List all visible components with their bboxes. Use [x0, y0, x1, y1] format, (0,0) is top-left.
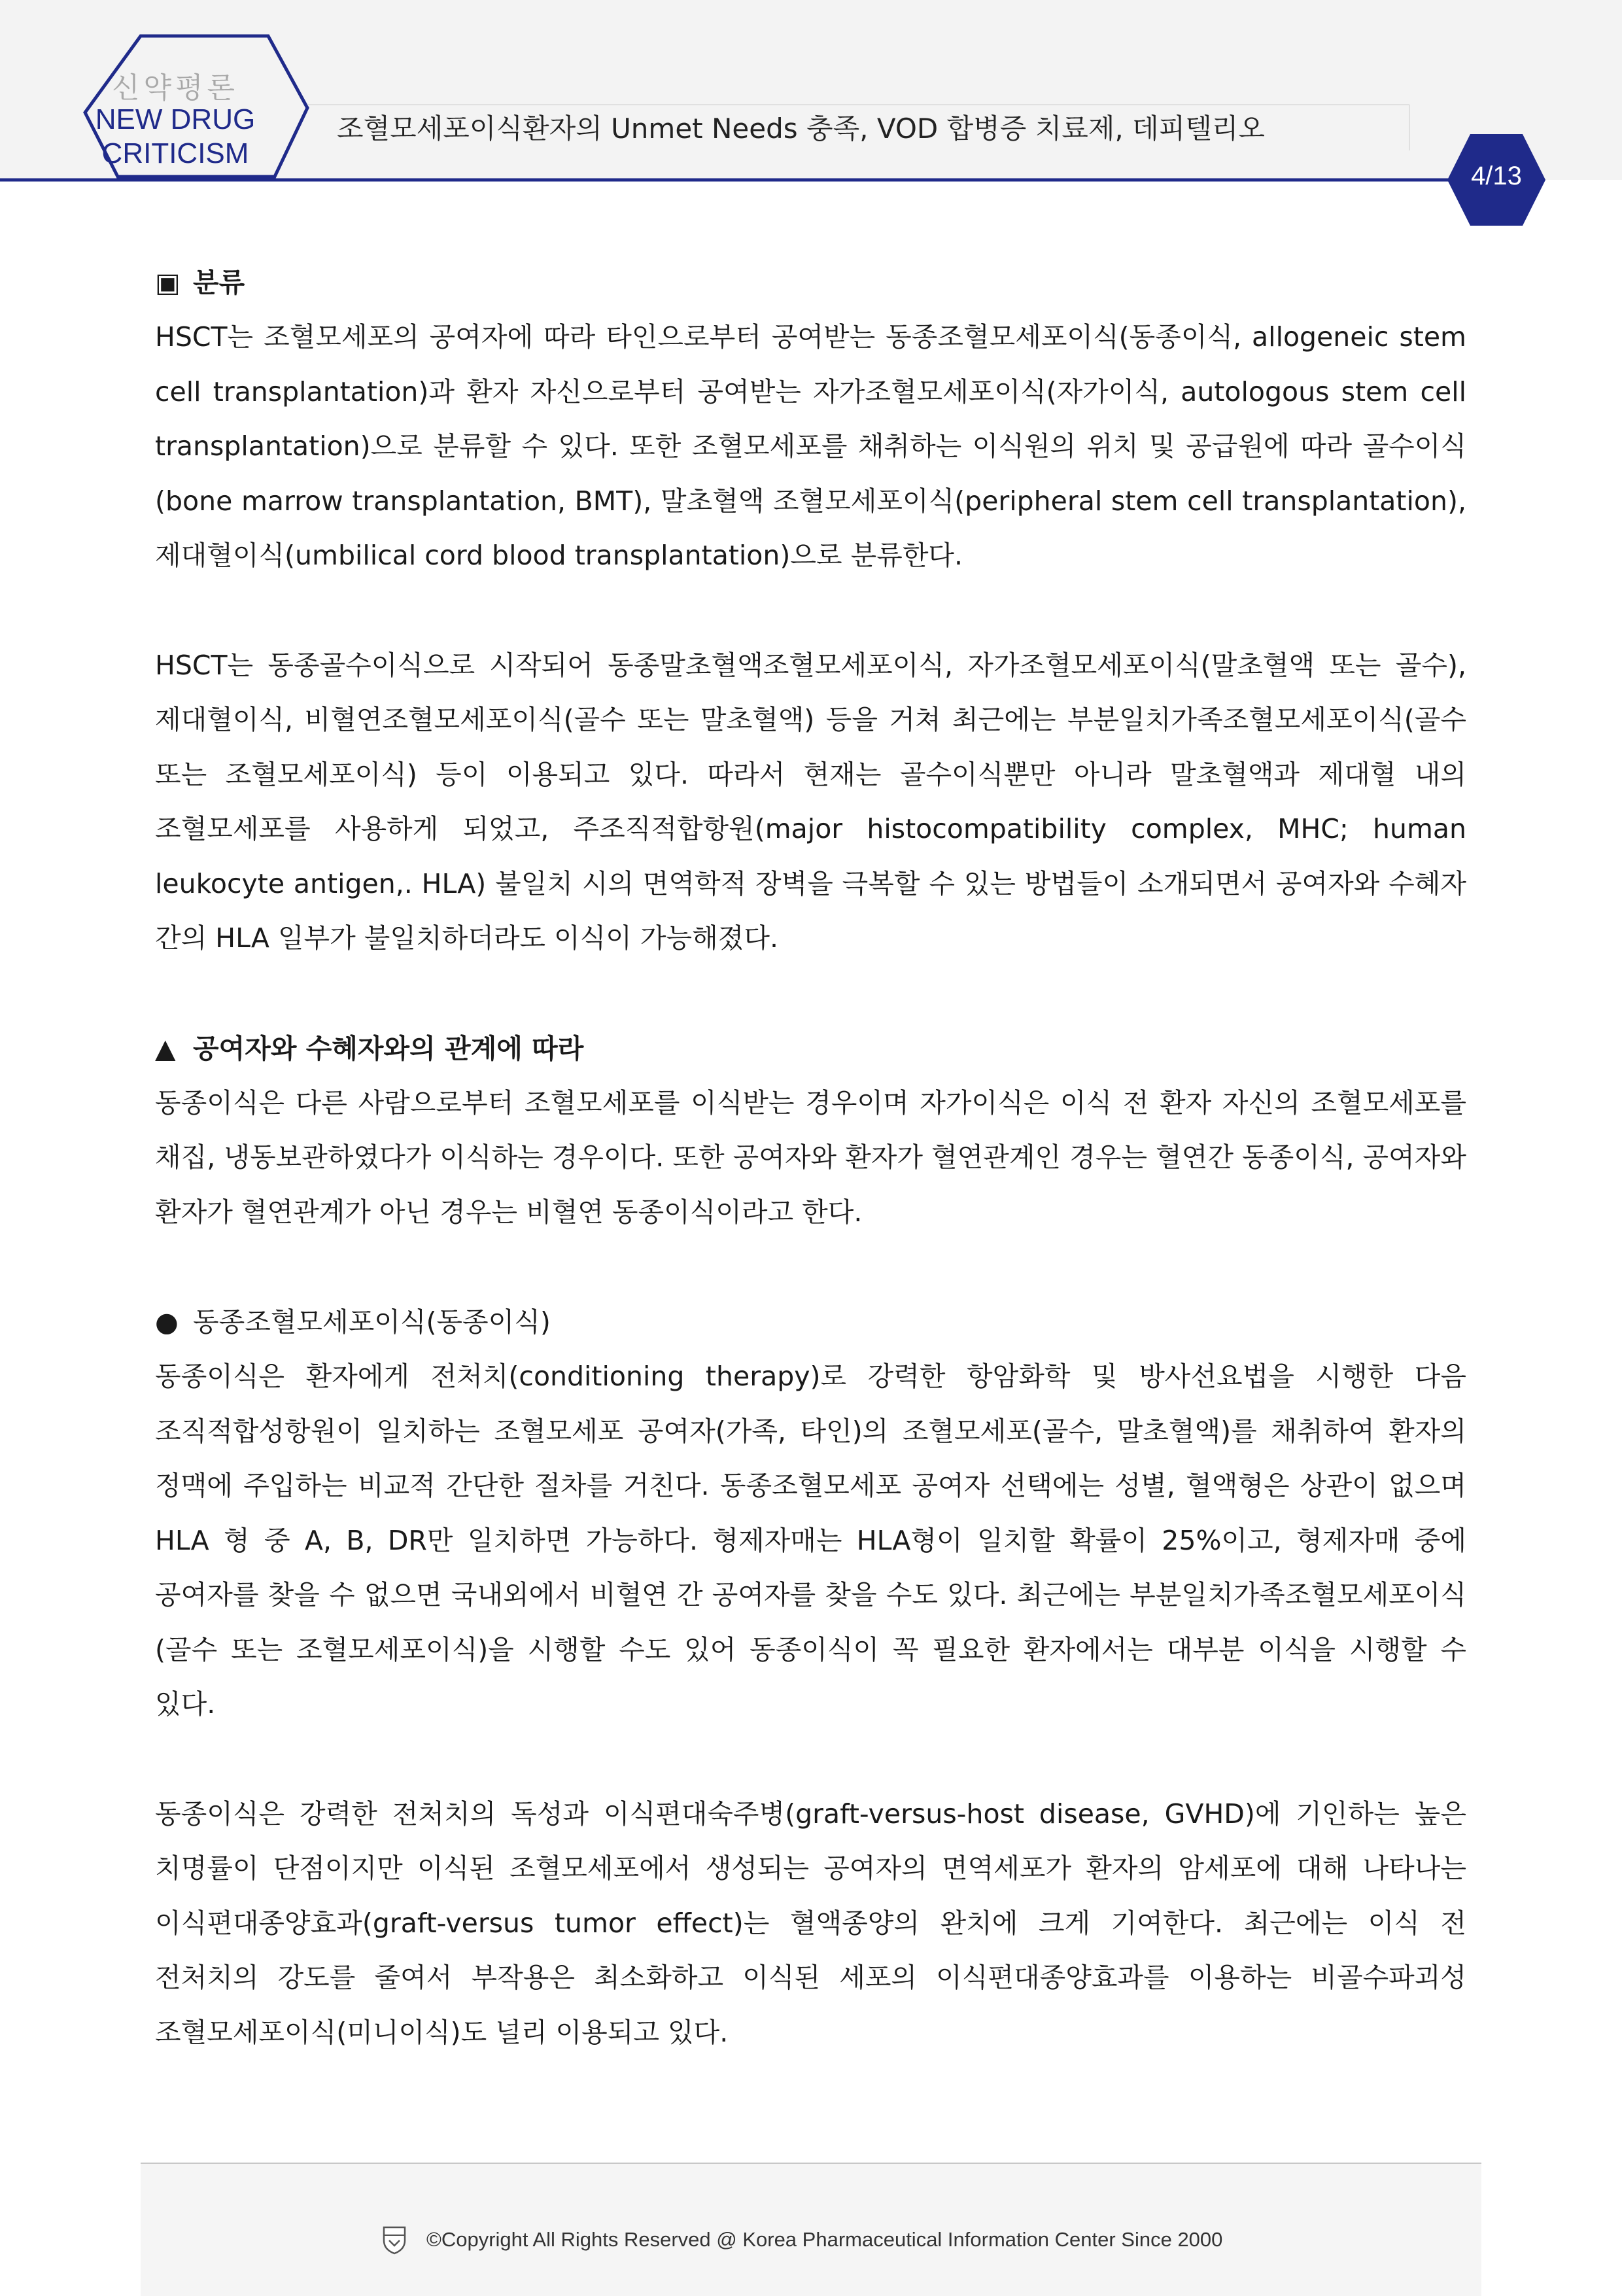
brand-english-line1: NEW DRUG [95, 103, 256, 135]
section-heading-text: 동종조혈모세포이식(동종이식) [193, 1306, 551, 1338]
brand-korean: 신약평론 [111, 71, 239, 105]
section-heading-allogeneic [155, 1295, 1466, 1349]
document-title: 조혈모세포이식환자의 Unmet Needs 충족, VOD 합병증 치료제, 데피텔리오 [337, 113, 1265, 145]
section-heading-text: 분류 [193, 267, 245, 298]
footer [141, 2163, 1481, 2296]
square-bullet-icon: ▣ [155, 267, 181, 298]
article-body [155, 255, 1466, 2060]
paragraph: 동종이식은 환자에게 전처치(conditioning therapy)로 강력한 항암화학 및 방사선요법을 시행한 다음 조직적합성항원이 일치하는 조혈모세포 공여자(가족, 타인)의 조혈모세포(골수, 말초혈액)를 채취하여 환자의 정맥에 주입하는 비교적 간단한 절차를 거친다. 동종조혈모세포 공여자 선택에는 성별, 혈액형은 상관이 없으며 HLA 형 중 A, B, DR만 일치하면 가능하다. 형제자매는 HLA형이 일치할 확률이 25%이고, 형제자매 중에 공여자를 찾을 수 없으면 국내외에서 비혈연 간 공여자를 찾을 수도 있다. 최근에는 부분일치가족조혈모세포이식(골수 또는 조혈모세포이식)을 시행할 수도 있어 동종이식이 꼭 필요한 환자에서는 대부분 이식을 시행할 수 있다. [155, 1361, 1466, 1720]
triangle-bullet-icon: ▲ [155, 1032, 176, 1064]
section-heading-donor-relation [155, 1021, 1466, 1076]
page-number: 4/13 [1471, 162, 1522, 190]
copyright-text: ©Copyright All Rights Reserved @ Korea Pharmaceutical Information Center Since 2000 [426, 2228, 1223, 2251]
brand-english-line2: CRITICISM [101, 137, 249, 169]
paragraph: HSCT는 동종골수이식으로 시작되어 동종말초혈액조혈모세포이식, 자가조혈모세포이식(말초혈액 또는 골수), 제대혈이식, 비혈연조혈모세포이식(골수 또는 말초혈액) 등을 거쳐 최근에는 부분일치가족조혈모세포이식(골수 또는 조혈모세포이식) 등이 이용되고 있다. 따라서 현재는 골수이식뿐만 아니라 말초혈액과 제대혈 내의 조혈모세포를 사용하게 되었고, 주조직적합항원(major histocompatibility complex, MHC; human leukocyte antigen,. HLA) 불일치 시의 면역학적 장벽을 극복할 수 있는 방법들이 소개되면서 공여자와 수혜자 간의 HLA 일부가 불일치하더라도 이식이 가능해졌다. [155, 649, 1466, 954]
section-heading-classification [155, 255, 1466, 310]
paragraph: 동종이식은 다른 사람으로부터 조혈모세포를 이식받는 경우이며 자가이식은 이식 전 환자 자신의 조혈모세포를 채집, 냉동보관하였다가 이식하는 경우이다. 또한 공여자와 환자가 혈연관계인 경우는 혈연간 동종이식, 공여자와 환자가 혈연관계가 아닌 경우는 비혈연 동종이식이라고 한다. [155, 1087, 1466, 1228]
section-heading-text: 공여자와 수혜자와의 관계에 따라 [193, 1032, 584, 1064]
circle-bullet-icon: ● [155, 1306, 179, 1338]
paragraph: HSCT는 조혈모세포의 공여자에 따라 타인으로부터 공여받는 동종조혈모세포이식(동종이식, allogeneic stem cell transplantation)과 환자 자신으로부터 공여받는 자가조혈모세포이식(자가이식, autologous stem cell transplantation)으로 분류할 수 있다. 또한 조혈모세포를 채취하는 이식원의 위치 및 공급원에 따라 골수이식(bone marrow transplantation, BMT), 말초혈액 조혈모세포이식(peripheral stem cell transplantation), 제대혈이식(umbilical cord blood transplantation)으로 분류한다. [155, 321, 1466, 571]
paragraph: 동종이식은 강력한 전처치의 독성과 이식편대숙주병(graft-versus-host disease, GVHD)에 기인하는 높은 치명률이 단점이지만 이식된 조혈모세포에서 생성되는 공여자의 면역세포가 환자의 암세포에 대해 나타나는 이식편대종양효과(graft-versus tumor effect)는 혈액종양의 완치에 크게 기여한다. 최근에는 이식 전 전처치의 강도를 줄여서 부작용은 최소화하고 이식된 세포의 이식편대종양효과를 이용하는 비골수파괴성 조혈모세포이식(미니이식)도 널리 이용되고 있다. [155, 1798, 1466, 2048]
shield-logo-icon [381, 2225, 407, 2255]
